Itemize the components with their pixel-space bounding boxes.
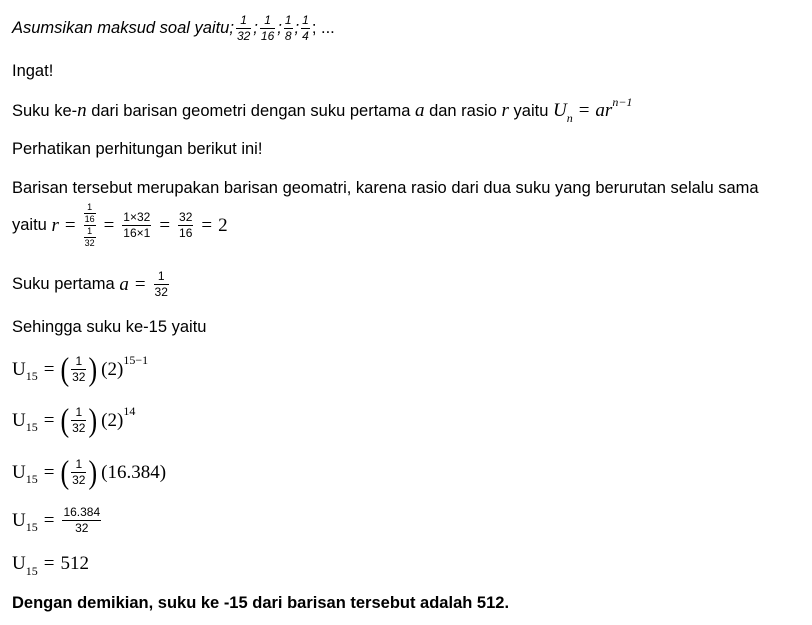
remember-heading: Ingat! [12, 62, 54, 80]
conclusion-intro: Sehingga suku ke-15 yaitu [12, 318, 207, 336]
fraction-1-8: $\frac{1}{8}$ [284, 13, 292, 43]
final-conclusion: Dengan demikian, suku ke -15 dari barisan tersebut adalah 512. [12, 594, 510, 612]
note-line: Perhatikan perhitungan berikut ini! [12, 140, 263, 158]
ratio-nested-fraction: $\frac{\frac{1}{16}}{\frac{1}{32}}$ [84, 202, 95, 248]
first-term-fraction: $\frac{1}{32}$ [154, 269, 168, 299]
ratio-result: 2 [218, 214, 228, 236]
ratio-fraction-simplified: $\frac{32}{16}$ [179, 210, 193, 240]
step-2-equation: U 15 = ( $\frac{1}{32}$ ) (2) 14 [12, 401, 136, 438]
first-term-line: Suku pertama a = $\frac{1}{32}$ [12, 269, 168, 299]
formula-U: U [552, 100, 567, 121]
geometric-formula-line: Suku ke- n dari barisan geometri dengan suku pertama a dan rasio r yaitu U n = ar n−1 [12, 94, 633, 125]
fraction-1-16: $\frac{1}{16}$ [260, 13, 275, 43]
final-value: 512 [60, 553, 89, 574]
ratio-line: yaitu r = $\frac{\frac{1}{16}}{\frac{1}{32}}$ = $\frac{1\times 32}{16\times 1}$ = $\frac{32}{16}$ = 2 [12, 202, 228, 248]
assumption-text: Asumsikan maksud soal yaitu; [12, 19, 234, 37]
step-3-equation: U 15 = ( $\frac{1}{32}$ ) (16.384) [12, 453, 167, 490]
ratio-fraction-product: $\frac{1\times 32}{16\times 1}$ [123, 210, 151, 240]
final-equation: U 15 = 512 [12, 553, 89, 578]
fraction-1-32: $\frac{1}{32}$ [236, 13, 251, 43]
assumption-line: Asumsikan maksud soal yaitu; $\frac{1}{32}$ ; $\frac{1}{16}$ ; $\frac{1}{8}$ ; $\frac{1}{4}$ ; ... [12, 13, 335, 43]
fraction-1-4: $\frac{1}{4}$ [302, 13, 309, 43]
step-1-equation: U 15 = ( $\frac{1}{32}$ ) (2) 15−1 [12, 350, 149, 387]
explanation-line: Barisan tersebut merupakan barisan geomatri, karena rasio dari dua suku yang berurutan selalu sama [12, 179, 759, 197]
step-4-equation: U 15 = $\frac{16.384}{32}$ [12, 505, 101, 535]
